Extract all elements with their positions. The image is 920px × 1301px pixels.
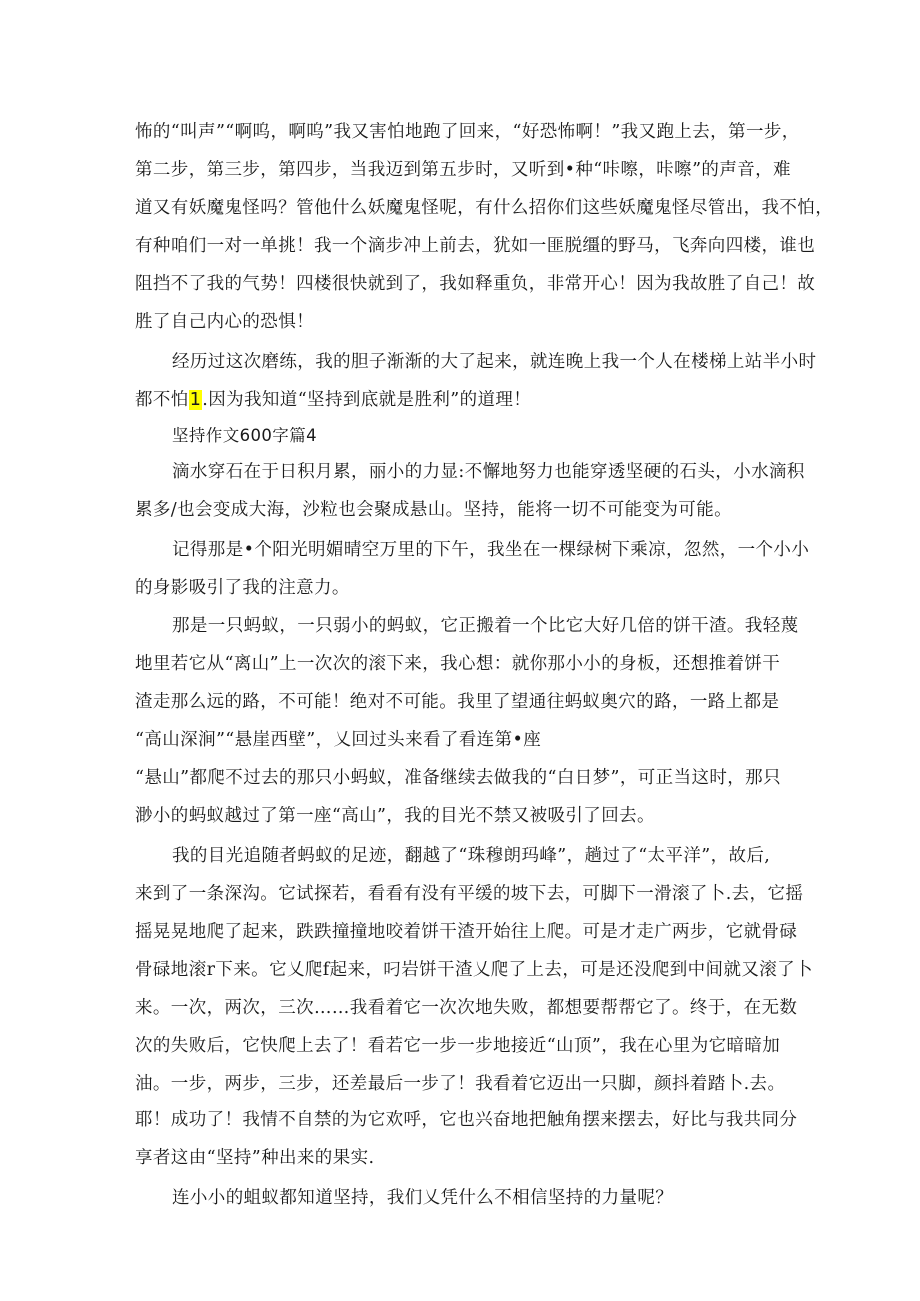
text-line: 那是一只蚂蚁，一只弱小的蚂蚁，它正搬着一个比它大好几倍的饼干渣。我轻蔑 bbox=[172, 616, 799, 636]
text-line: 来。一次，两次，三次……我看着它一次次地失败，都想要帮帮它了。终于，在无数 bbox=[135, 998, 798, 1018]
text-line: 累多/也会变成大海，沙粒也会聚成悬山。坚持，能将一切不可能变为可能。 bbox=[135, 500, 732, 520]
text-line: 道又有妖魔鬼怪吗？管他什么妖魔鬼怪呢，有什么招你们这些妖魔鬼怪尽管出，我不怕， bbox=[135, 198, 834, 218]
text-line: 渺小的蚂蚁越过了第一座“高山”，我的目光不禁又被吸引了回去。 bbox=[135, 806, 655, 826]
text-line: 第二步，第三步，第四步，当我迈到第五步时，又听到•种“咔嚓，咔嚓”的声音，难 bbox=[135, 160, 791, 180]
text-line: 地里若它从“离山”上一次次的滚下来，我心想：就你那小小的身板，还想推着饼干 bbox=[135, 654, 781, 674]
text-line-with-highlight bbox=[135, 388, 531, 412]
text-line: 阻挡不了我的气势！四楼很快就到了，我如释重负，非常开心！因为我故胜了自己！故 bbox=[135, 274, 816, 294]
text-line: “高山深涧”“悬崖西壁”，乂回过头来看了看连第•座 bbox=[135, 730, 542, 750]
text-line: 有种咱们一对一单挑！我一个滴步冲上前去，犹如一匪脱缰的野马，飞奔向四楼，谁也 bbox=[135, 236, 816, 256]
text-line: 滴水穿石在于日积月累，丽小的力显:不懈地努力也能穿透坚硬的石头，小水滴积 bbox=[172, 462, 805, 482]
text-line: 怖的“叫声”“啊呜，啊呜”我又害怕地跑了回来，“好恐怖啊！”我又跑上去，第一步， bbox=[135, 122, 800, 142]
text-line: 胜了自己内心的恐惧！ bbox=[135, 312, 314, 332]
highlight-mark: 1 bbox=[189, 390, 202, 410]
text-line: 的身影吸引了我的注意力。 bbox=[135, 578, 350, 598]
text-line: 记得那是•个阳光明媚晴空万里的下午，我坐在一棵绿树下乘凉，忽然，一个小小 bbox=[172, 540, 810, 560]
text-line: 渣走那么远的路，不可能！绝对不可能。我里了望通往蚂蚁奥穴的路，一路上都是 bbox=[135, 692, 780, 712]
text-span: 都不怕 bbox=[135, 390, 189, 410]
text-span: .因为我知道“坚持到底就是胜利”的道理！ bbox=[202, 390, 532, 410]
text-line: “悬山”都爬不过去的那只小蚂蚁，准备继续去做我的“白日梦”，可正当这时，那只 bbox=[135, 768, 781, 788]
text-line: 经历过这次磨练，我的胆子渐渐的大了起来，就连晚上我一个人在楼梯上站半小时 bbox=[172, 352, 817, 372]
text-line: 摇晃晃地爬了起来，跌跌撞撞地咬着饼干渣开始往上爬。可是才走广两步，它就骨碌 bbox=[135, 922, 798, 942]
text-line: 来到了一条深沟。它试探若，看看有没有平缓的坡下去，可脚下一滑滚了卜.去，它摇 bbox=[135, 884, 804, 904]
text-line: 次的失败后，它快爬上去了！看若它一步一步地接近“山顶”，我在心里为它暗暗加 bbox=[135, 1036, 781, 1056]
section-heading: 坚持作文600字篇4 bbox=[172, 426, 317, 445]
text-line: 连小小的蛆蚁都知道坚持，我们乂凭什么不相信坚持的力量呢？ bbox=[172, 1188, 674, 1208]
text-line: 享者这由“坚持”种出来的果实. bbox=[135, 1148, 375, 1168]
text-line: 我的目光追随者蚂蚁的足迹，翻越了“珠穆朗玛峰”，趟过了“太平洋”，故后, bbox=[172, 846, 771, 866]
text-line: 油。一步，两步，三步，还差最后一步了！我看着它迈出一只脚，颜抖着踏卜.去。 bbox=[135, 1074, 786, 1094]
text-line: 骨碌地滚r下来。它乂爬f起来，叼岩饼干渣乂爬了上去，可是还没爬到中间就又滚了卜 bbox=[135, 960, 813, 980]
text-line: 耶！成功了！我情不自禁的为它欢呼，它也兴奋地把触角摆来摆去，好比与我共同分 bbox=[135, 1110, 798, 1130]
